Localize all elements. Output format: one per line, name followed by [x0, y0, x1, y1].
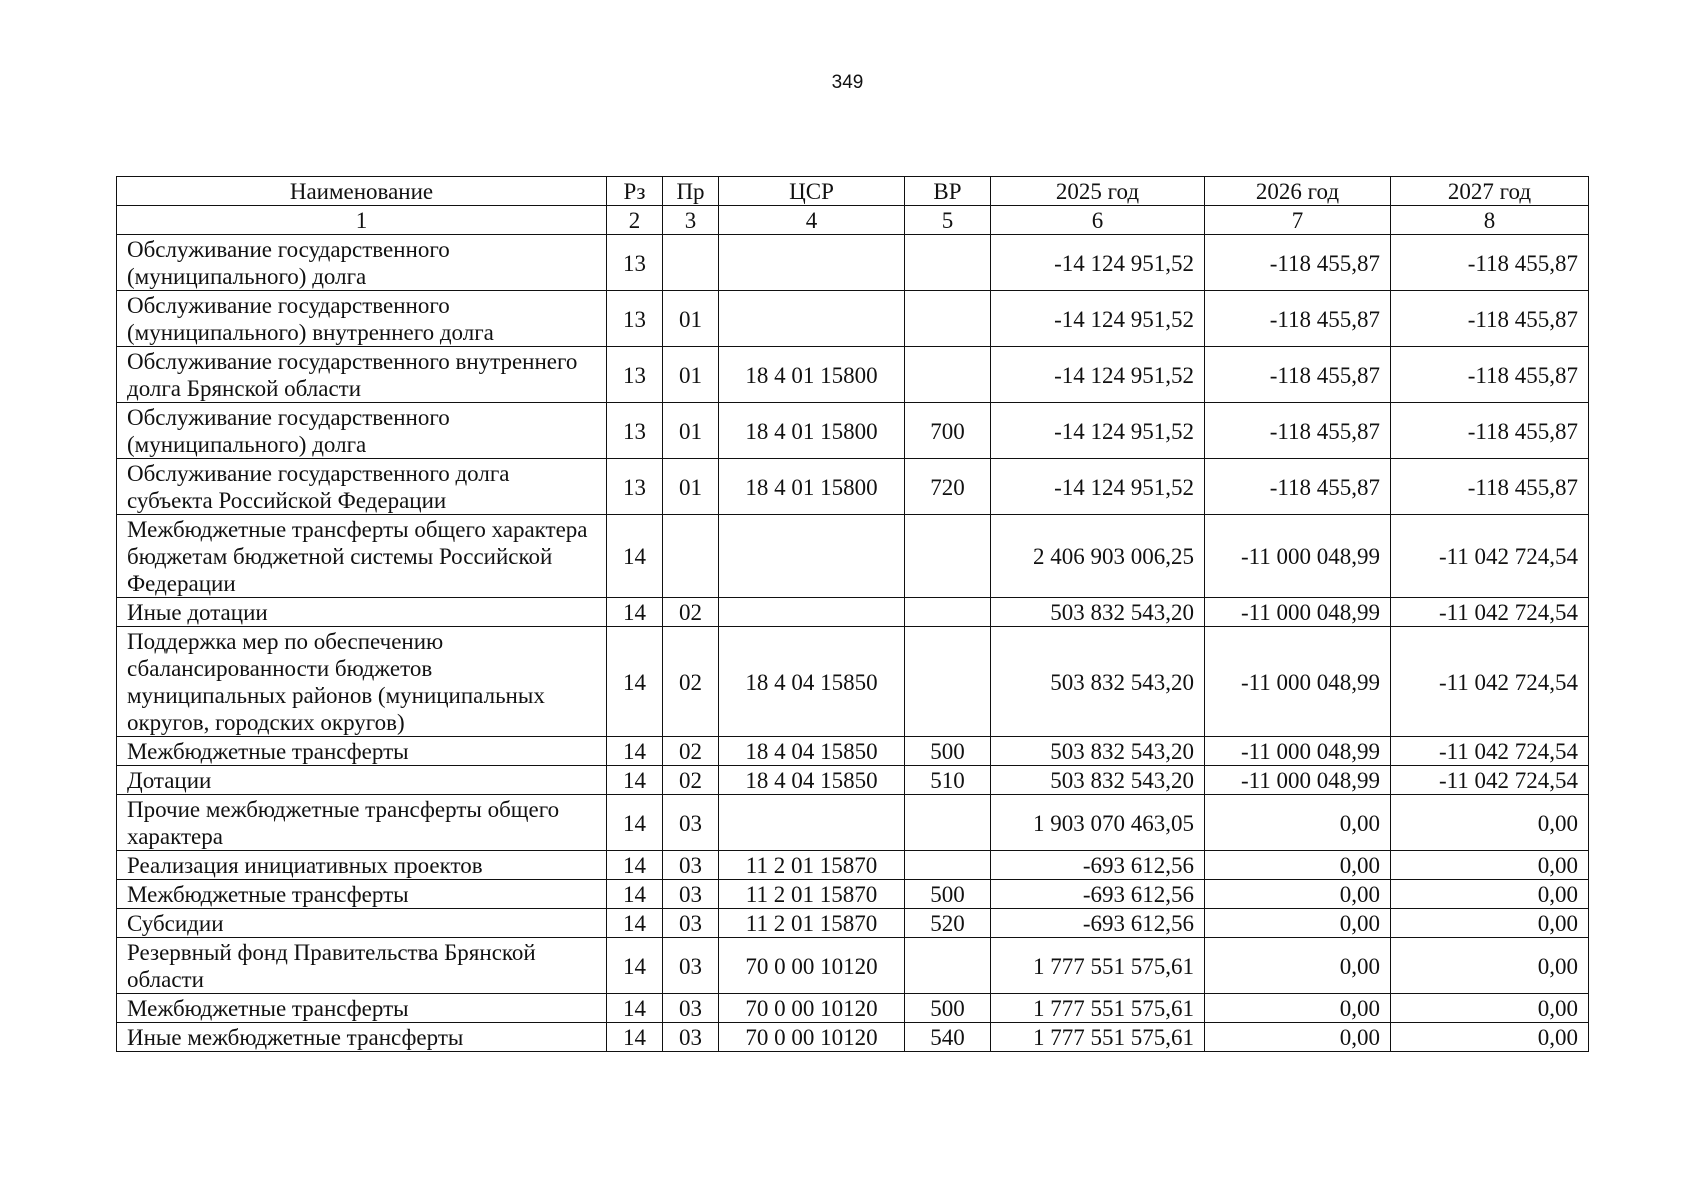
cell-vr: [905, 627, 991, 737]
cell-rz: 13: [607, 235, 663, 291]
cell-csr: 70 0 00 10120: [719, 994, 905, 1023]
cell-pr: 03: [663, 795, 719, 851]
cell-name: Иные дотации: [117, 598, 607, 627]
cell-2027: -11 042 724,54: [1391, 627, 1589, 737]
cell-csr: 18 4 04 15850: [719, 766, 905, 795]
cell-pr: 03: [663, 909, 719, 938]
table-row: [117, 403, 1589, 459]
cell-csr: 18 4 01 15800: [719, 459, 905, 515]
cell-rz: 13: [607, 403, 663, 459]
header-vr: ВР: [905, 177, 991, 206]
header-rz: Рз: [607, 177, 663, 206]
cell-vr: [905, 347, 991, 403]
cell-csr: [719, 598, 905, 627]
table-row: [117, 851, 1589, 880]
cell-rz: 14: [607, 994, 663, 1023]
cell-vr: 520: [905, 909, 991, 938]
cell-2026: -118 455,87: [1205, 459, 1391, 515]
table-row: [117, 994, 1589, 1023]
cell-2027: 0,00: [1391, 795, 1589, 851]
cell-2025: 1 777 551 575,61: [991, 938, 1205, 994]
cell-name: Реализация инициативных проектов: [117, 851, 607, 880]
cell-name: Обслуживание государственного (муниципального) долга: [117, 403, 607, 459]
cell-vr: [905, 291, 991, 347]
cell-2026: 0,00: [1205, 1023, 1391, 1052]
cell-2025: -14 124 951,52: [991, 403, 1205, 459]
cell-pr: 03: [663, 1023, 719, 1052]
cell-name: Межбюджетные трансферты: [117, 737, 607, 766]
header-row: [117, 177, 1589, 206]
cell-2027: 0,00: [1391, 994, 1589, 1023]
table-row: [117, 766, 1589, 795]
cell-2025: 503 832 543,20: [991, 766, 1205, 795]
column-number: 1: [117, 206, 607, 235]
column-number: 8: [1391, 206, 1589, 235]
table-row: [117, 291, 1589, 347]
cell-csr: 11 2 01 15870: [719, 909, 905, 938]
cell-rz: 14: [607, 851, 663, 880]
cell-2027: 0,00: [1391, 938, 1589, 994]
cell-vr: [905, 851, 991, 880]
cell-2025: 503 832 543,20: [991, 737, 1205, 766]
cell-2027: -118 455,87: [1391, 459, 1589, 515]
table-row: [117, 909, 1589, 938]
cell-2025: 1 777 551 575,61: [991, 1023, 1205, 1052]
cell-vr: [905, 515, 991, 598]
cell-2026: -118 455,87: [1205, 347, 1391, 403]
cell-pr: 02: [663, 627, 719, 737]
cell-2026: 0,00: [1205, 994, 1391, 1023]
cell-2026: 0,00: [1205, 880, 1391, 909]
cell-2026: 0,00: [1205, 851, 1391, 880]
cell-csr: [719, 515, 905, 598]
cell-rz: 14: [607, 627, 663, 737]
cell-2027: -118 455,87: [1391, 291, 1589, 347]
cell-name: Межбюджетные трансферты: [117, 880, 607, 909]
cell-csr: 11 2 01 15870: [719, 880, 905, 909]
cell-rz: 14: [607, 737, 663, 766]
header-2025: 2025 год: [991, 177, 1205, 206]
cell-2025: -693 612,56: [991, 851, 1205, 880]
cell-csr: [719, 235, 905, 291]
cell-2027: -118 455,87: [1391, 235, 1589, 291]
header-2026: 2026 год: [1205, 177, 1391, 206]
column-number: 5: [905, 206, 991, 235]
cell-2026: 0,00: [1205, 795, 1391, 851]
cell-vr: 510: [905, 766, 991, 795]
cell-rz: 14: [607, 766, 663, 795]
cell-vr: 540: [905, 1023, 991, 1052]
cell-2026: -11 000 048,99: [1205, 598, 1391, 627]
cell-2027: 0,00: [1391, 1023, 1589, 1052]
cell-csr: 70 0 00 10120: [719, 1023, 905, 1052]
cell-csr: 18 4 01 15800: [719, 403, 905, 459]
column-number: 6: [991, 206, 1205, 235]
cell-name: Дотации: [117, 766, 607, 795]
cell-rz: 14: [607, 795, 663, 851]
cell-2026: -118 455,87: [1205, 235, 1391, 291]
cell-2027: 0,00: [1391, 909, 1589, 938]
budget-table: [116, 176, 1589, 1052]
page-number: 349: [831, 72, 864, 93]
cell-vr: 500: [905, 737, 991, 766]
cell-csr: [719, 795, 905, 851]
cell-vr: 500: [905, 880, 991, 909]
cell-rz: 14: [607, 598, 663, 627]
table-row: [117, 880, 1589, 909]
table-row: [117, 737, 1589, 766]
cell-rz: 13: [607, 347, 663, 403]
cell-pr: 01: [663, 291, 719, 347]
cell-2025: 1 777 551 575,61: [991, 994, 1205, 1023]
column-number: 3: [663, 206, 719, 235]
cell-pr: 02: [663, 766, 719, 795]
cell-vr: [905, 795, 991, 851]
cell-vr: 700: [905, 403, 991, 459]
header-name: Наименование: [117, 177, 607, 206]
cell-2025: -14 124 951,52: [991, 459, 1205, 515]
cell-rz: 14: [607, 909, 663, 938]
cell-pr: [663, 235, 719, 291]
cell-rz: 14: [607, 1023, 663, 1052]
cell-2025: -14 124 951,52: [991, 235, 1205, 291]
cell-name: Поддержка мер по обеспечению сбалансированности бюджетов муниципальных районов (муниципальных округов, городских округов): [117, 627, 607, 737]
cell-pr: 01: [663, 347, 719, 403]
cell-csr: 11 2 01 15870: [719, 851, 905, 880]
table-row: [117, 235, 1589, 291]
cell-name: Межбюджетные трансферты общего характера бюджетам бюджетной системы Российской Федерации: [117, 515, 607, 598]
cell-name: Резервный фонд Правительства Брянской области: [117, 938, 607, 994]
cell-2027: 0,00: [1391, 851, 1589, 880]
cell-name: Прочие межбюджетные трансферты общего характера: [117, 795, 607, 851]
cell-2025: -14 124 951,52: [991, 347, 1205, 403]
cell-csr: 18 4 04 15850: [719, 737, 905, 766]
cell-rz: 14: [607, 515, 663, 598]
cell-pr: 03: [663, 994, 719, 1023]
table-body: [117, 235, 1589, 1052]
cell-rz: 14: [607, 938, 663, 994]
cell-vr: 500: [905, 994, 991, 1023]
cell-2026: 0,00: [1205, 938, 1391, 994]
cell-pr: 03: [663, 851, 719, 880]
table-row: [117, 347, 1589, 403]
cell-name: Субсидии: [117, 909, 607, 938]
table-row: [117, 627, 1589, 737]
cell-pr: 02: [663, 737, 719, 766]
cell-vr: 720: [905, 459, 991, 515]
cell-2025: 503 832 543,20: [991, 598, 1205, 627]
cell-name: Межбюджетные трансферты: [117, 994, 607, 1023]
column-number-row: [117, 206, 1589, 235]
cell-pr: 01: [663, 403, 719, 459]
cell-csr: 18 4 01 15800: [719, 347, 905, 403]
column-number: 4: [719, 206, 905, 235]
cell-2025: -14 124 951,52: [991, 291, 1205, 347]
cell-2027: -11 042 724,54: [1391, 515, 1589, 598]
column-number: 2: [607, 206, 663, 235]
cell-pr: 01: [663, 459, 719, 515]
cell-2026: -11 000 048,99: [1205, 627, 1391, 737]
cell-2027: -118 455,87: [1391, 403, 1589, 459]
cell-2025: 2 406 903 006,25: [991, 515, 1205, 598]
cell-2026: -118 455,87: [1205, 403, 1391, 459]
cell-name: Обслуживание государственного (муниципального) долга: [117, 235, 607, 291]
cell-2025: 503 832 543,20: [991, 627, 1205, 737]
cell-rz: 13: [607, 459, 663, 515]
table-row: [117, 795, 1589, 851]
cell-vr: [905, 938, 991, 994]
cell-pr: [663, 515, 719, 598]
header-csr: ЦСР: [719, 177, 905, 206]
cell-name: Обслуживание государственного (муниципального) внутреннего долга: [117, 291, 607, 347]
cell-2027: 0,00: [1391, 880, 1589, 909]
cell-rz: 14: [607, 880, 663, 909]
cell-2026: -11 000 048,99: [1205, 737, 1391, 766]
cell-pr: 02: [663, 598, 719, 627]
cell-name: Обслуживание государственного внутреннего долга Брянской области: [117, 347, 607, 403]
table-row: [117, 515, 1589, 598]
cell-pr: 03: [663, 938, 719, 994]
cell-2026: -11 000 048,99: [1205, 515, 1391, 598]
cell-2027: -11 042 724,54: [1391, 766, 1589, 795]
cell-2026: -11 000 048,99: [1205, 766, 1391, 795]
cell-2025: 1 903 070 463,05: [991, 795, 1205, 851]
cell-2026: 0,00: [1205, 909, 1391, 938]
cell-vr: [905, 598, 991, 627]
cell-pr: 03: [663, 880, 719, 909]
table-row: [117, 459, 1589, 515]
table-row: [117, 938, 1589, 994]
header-2027: 2027 год: [1391, 177, 1589, 206]
cell-name: Иные межбюджетные трансферты: [117, 1023, 607, 1052]
cell-2025: -693 612,56: [991, 909, 1205, 938]
cell-2027: -118 455,87: [1391, 347, 1589, 403]
cell-csr: 18 4 04 15850: [719, 627, 905, 737]
cell-2027: -11 042 724,54: [1391, 598, 1589, 627]
cell-2027: -11 042 724,54: [1391, 737, 1589, 766]
cell-2026: -118 455,87: [1205, 291, 1391, 347]
header-pr: Пр: [663, 177, 719, 206]
cell-csr: [719, 291, 905, 347]
cell-csr: 70 0 00 10120: [719, 938, 905, 994]
cell-2025: -693 612,56: [991, 880, 1205, 909]
table-row: [117, 1023, 1589, 1052]
column-number: 7: [1205, 206, 1391, 235]
cell-vr: [905, 235, 991, 291]
table-row: [117, 598, 1589, 627]
cell-rz: 13: [607, 291, 663, 347]
cell-name: Обслуживание государственного долга субъекта Российской Федерации: [117, 459, 607, 515]
